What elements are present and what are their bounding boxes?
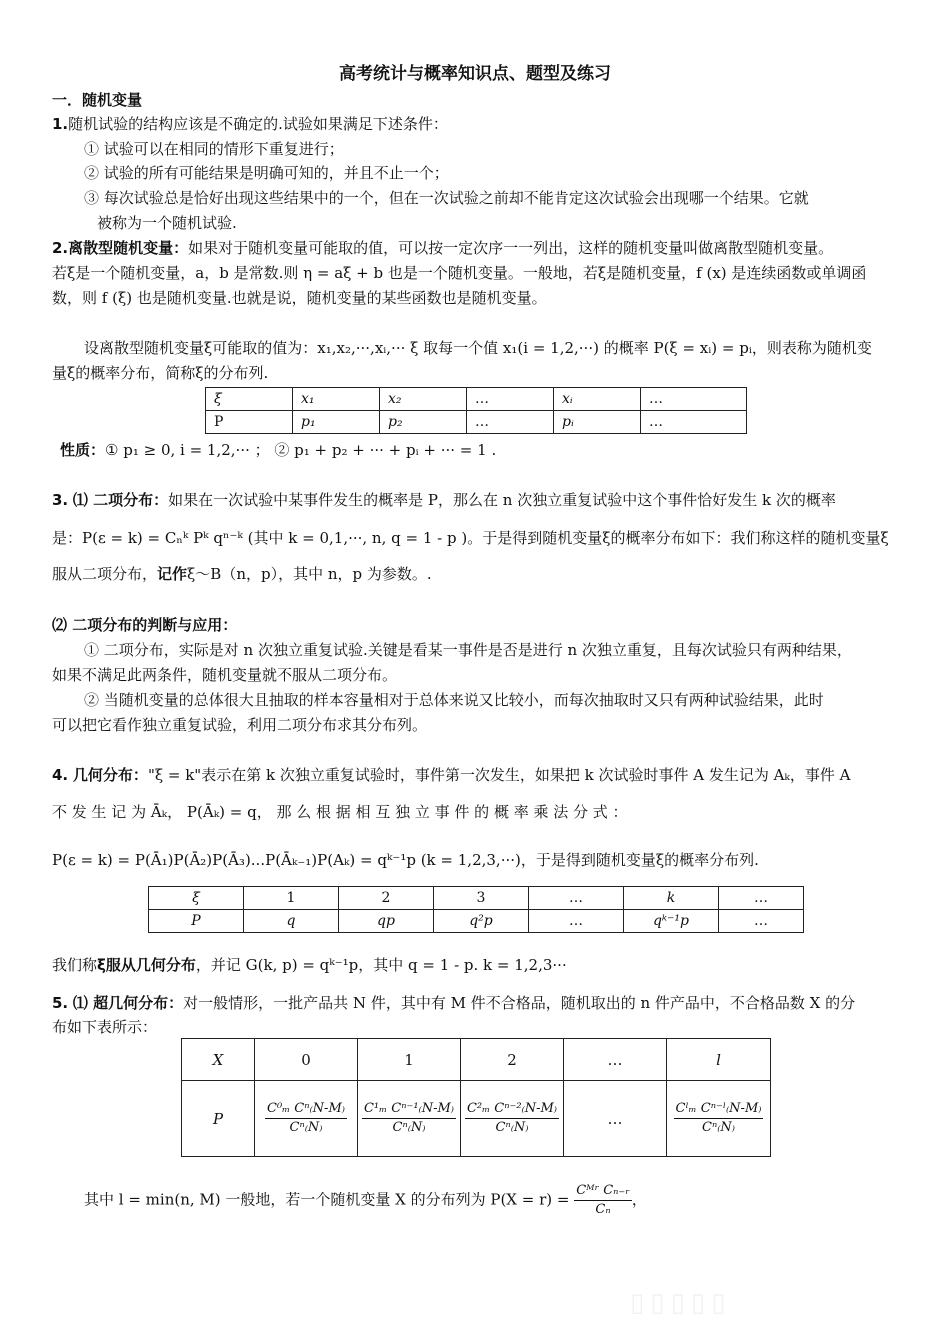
distribution-table [205, 387, 747, 434]
binomial-application-line-2: 如果不满足此两条件，随机变量就不服从二项分布。 [52, 666, 398, 684]
para-2-line-4: 设离散型随机变量ξ可能取的值为：x₁,x₂,···,xᵢ,··· ξ 取每一个值 x₁(i = 1,2,···) 的概率 P(ξ = xᵢ) = pᵢ，则表称为随机变 [84, 339, 872, 357]
para-1-intro: 1.随机试验的结构应该是不确定的.试验如果满足下述条件： [52, 115, 448, 133]
properties-line: 性质：① p₁ ≥ 0, i = 1,2,··· ； ② p₁ + p₂ + ··· + pᵢ + ··· = 1 . [60, 441, 497, 459]
geometric-distribution-table [148, 886, 804, 933]
table-row: P p₁ p₂ … pᵢ … [206, 411, 747, 434]
para-4-line-1: 4. 几何分布："ξ = k"表示在第 k 次独立重复试验时，事件第一次发生，如果把 k 次试验时事件 A 发生记为 Aₖ，事件 A [52, 766, 851, 784]
para-2-line-2: 若ξ是一个随机变量，a，b 是常数.则 η = aξ + b 也是一个随机变量。一般地，若ξ是随机变量，f (x) 是连续函数或单调函 [52, 264, 867, 282]
table-row: ξ 1 2 3 … k … [149, 887, 804, 910]
para-2-line-5: 量ξ的概率分布，简称ξ的分布列. [52, 364, 269, 382]
probability-fraction: $\frac{\text{C¹ₘ Cⁿ⁻¹₍N-M₎}}{\text{Cⁿ₍N₎}}$ [363, 1101, 455, 1135]
para-2-line-3: 数，则 f (ξ) 也是随机变量.也就是说，随机变量的某些函数也是随机变量。 [52, 289, 547, 307]
para-1-condition-1: ① 试验可以在相同的情形下重复进行； [84, 140, 344, 158]
table-row: P $\frac{\text{C⁰ₘ Cⁿ₍N-M₎}}{\text{Cⁿ₍N₎}}$ $\frac{\text{C¹ₘ Cⁿ⁻¹₍N-M₎}}{\text{Cⁿ₍N₎}}$ $\frac{\text{C²ₘ Cⁿ⁻²₍N-M₎}}{\text{Cⁿ₍N₎}}$ … $\frac{\text{Cˡₘ Cⁿ⁻ˡ₍N-M₎}}{\text{Cⁿ₍N₎}}$ [182, 1081, 771, 1157]
para-1-condition-3a: ③ 每次试验总是恰好出现这些结果中的一个，但在一次试验之前却不能肯定这次试验会出现哪一个结果。它就 [84, 189, 809, 207]
table-row: X 0 1 2 … l [182, 1039, 771, 1081]
para-5-line-3: 其中 l = min(n, M) 一般地，若一个随机变量 X 的分布列为 P(X = r) = $\frac{\text{Cᴹʳ Cₙ₋ᵣ}}{\text{Cₙ}}$ ， [84, 1183, 647, 1217]
page-title: 高考统计与概率知识点、题型及练习 [339, 64, 611, 84]
para-5-line-1: 5. ⑴ 超几何分布：对一般情形，一批产品共 N 件，其中有 M 件不合格品，随机取出的 n 件产品中，不合格品数 X 的分 [52, 994, 856, 1012]
para-4-line-2: 不 发 生 记 为 Āₖ， P(Āₖ) = q， 那 么 根 据 相 互 独 立 事 件 的 概 率 乘 法 分 式 ： [52, 803, 628, 821]
binomial-application-line-3: ② 当随机变量的总体很大且抽取的样本容量相对于总体来说又比较小，而每次抽取时又只有两种试验结果，此时 [84, 691, 824, 709]
para-3-line-1: 3. ⑴ 二项分布：如果在一次试验中某事件发生的概率是 P，那么在 n 次独立重复试验中这个事件恰好发生 k 次的概率 [52, 491, 836, 509]
probability-fraction: $\frac{\text{Cˡₘ Cⁿ⁻ˡ₍N-M₎}}{\text{Cⁿ₍N₎}}$ [675, 1101, 762, 1135]
table-row: P q qp q²p … qᵏ⁻¹p … [149, 910, 804, 933]
para-3-line-2: 是：P(ε = k) = Cₙᵏ Pᵏ qⁿ⁻ᵏ (其中 k = 0,1,···, n, q = 1 - p )。于是得到随机变量ξ的概率分布如下：我们称这样的随机变量ξ [52, 529, 889, 547]
probability-fraction: $\frac{\text{C²ₘ Cⁿ⁻²₍N-M₎}}{\text{Cⁿ₍N₎}}$ [466, 1101, 558, 1135]
pmf-fraction: $\frac{\text{Cᴹʳ Cₙ₋ᵣ}}{\text{Cₙ}}$ [576, 1183, 630, 1217]
para-1-condition-3b: 被称为一个随机试验. [97, 214, 237, 232]
binomial-application-line-4: 可以把它看作独立重复试验，利用二项分布求其分布列。 [52, 716, 428, 734]
watermark: ▯▯▯▯▯ [630, 1288, 732, 1318]
para-4-line-3: P(ε = k) = P(Ā₁)P(Ā₂)P(Ā₃)...P(Āₖ₋₁)P(Aₖ) = qᵏ⁻¹p (k = 1,2,3,···)，于是得到随机变量ξ的概率分布列. [52, 851, 759, 869]
section-heading-random-variable: 一．随机变量 [52, 91, 143, 109]
binomial-application-line-1: ① 二项分布，实际是对 n 次独立重复试验.关键是看某一事件是否是进行 n 次独立重复，且每次试验只有两种结果， [84, 641, 852, 659]
hypergeometric-distribution-table [181, 1038, 771, 1157]
para-5-line-2: 布如下表所示： [52, 1018, 158, 1036]
para-1-condition-2: ② 试验的所有可能结果是明确可知的，并且不止一个； [84, 164, 449, 182]
para-3-line-3: 服从二项分布，记作ξ～B（n，p），其中 n，p 为参数。. [52, 565, 432, 583]
para-2-line-1: 2.离散型随机变量：如果对于随机变量可能取的值，可以按一定次序一一列出，这样的随机变量叫做离散型随机变量。 [52, 239, 834, 257]
probability-fraction: $\frac{\text{C⁰ₘ Cⁿ₍N-M₎}}{\text{Cⁿ₍N₎}}$ [267, 1101, 345, 1135]
binomial-application-heading: ⑵ 二项分布的判断与应用： [52, 616, 238, 634]
table-row: ξ x₁ x₂ … xᵢ … [206, 388, 747, 411]
para-4-line-4: 我们称ξ服从几何分布，并记 G(k, p) = qᵏ⁻¹p，其中 q = 1 - p. k = 1,2,3··· [52, 956, 567, 974]
